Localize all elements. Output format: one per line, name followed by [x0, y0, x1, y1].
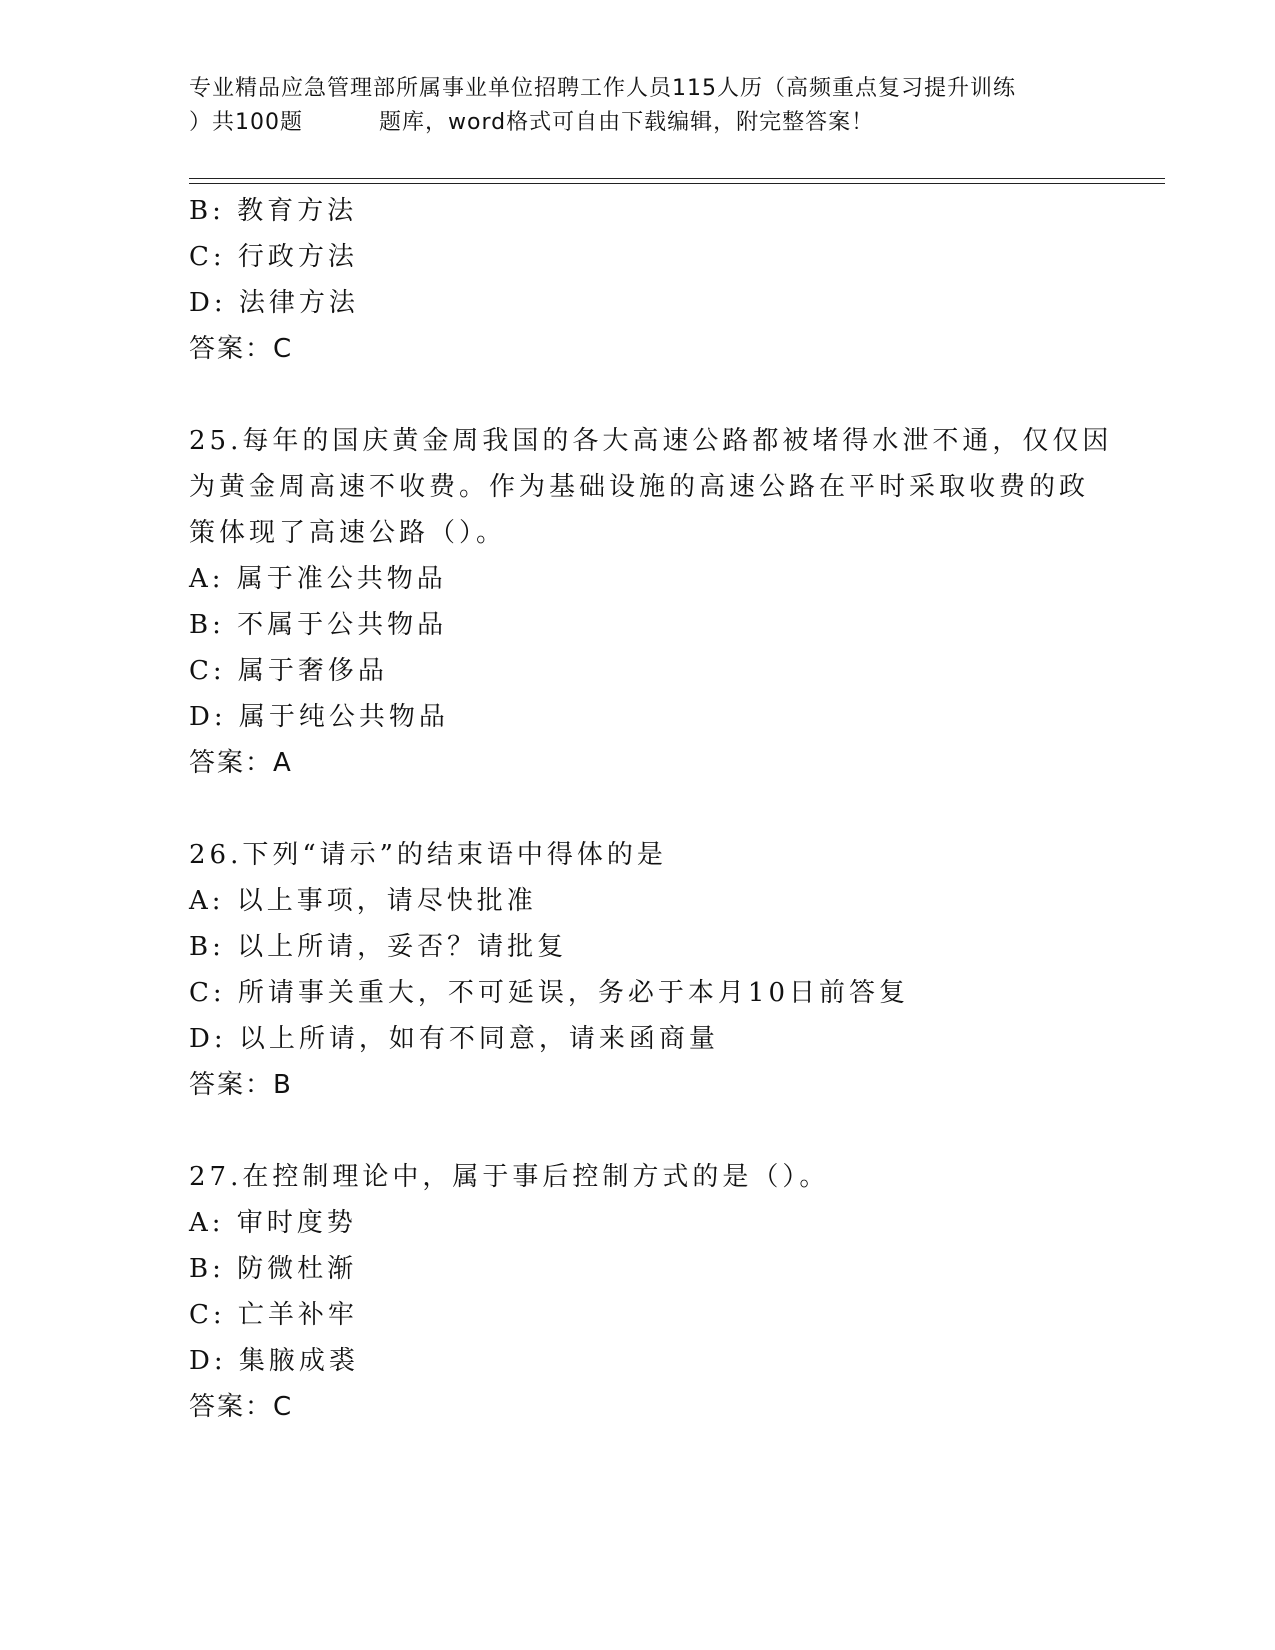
option-c: C: 属于奢侈品 — [189, 656, 388, 686]
option-d: D: 法律方法 — [189, 288, 359, 318]
option-b: B: 不属于公共物品 — [189, 610, 448, 640]
option-d: D: 集腋成裘 — [189, 1346, 359, 1376]
question-stem: 27.在控制理论中，属于事后控制方式的是（）。 — [189, 1162, 830, 1192]
answer-line: 答案：C — [189, 1392, 294, 1422]
question-list — [189, 188, 1149, 1430]
header-divider-top — [189, 178, 1165, 179]
option-a: A: 属于准公共物品 — [189, 564, 447, 594]
answer-line: 答案：A — [189, 748, 293, 778]
option-a: A: 以上事项，请尽快批准 — [189, 886, 537, 916]
question-stem: 为黄金周高速不收费。作为基础设施的高速公路在平时采取收费的政 — [189, 472, 1090, 502]
header-divider-bottom — [189, 183, 1165, 184]
question-stem: 策体现了高速公路（）。 — [189, 518, 507, 548]
page-header — [189, 72, 1089, 140]
option-d: D: 属于纯公共物品 — [189, 702, 449, 732]
option-a: A: 审时度势 — [189, 1208, 357, 1238]
option-b: B: 以上所请，妥否？请批复 — [189, 932, 568, 962]
question-24-tail — [189, 188, 1149, 372]
option-c: C: 所请事关重大，不可延误，务必于本月10日前答复 — [189, 978, 910, 1008]
option-c: C: 亡羊补牢 — [189, 1300, 358, 1330]
question-25 — [189, 418, 1149, 786]
answer-line: 答案：C — [189, 334, 294, 364]
question-26 — [189, 832, 1149, 1108]
option-b: B: 教育方法 — [189, 196, 358, 226]
question-stem: 26.下列“请示”的结束语中得体的是 — [189, 840, 667, 870]
question-stem: 25.每年的国庆黄金周我国的各大高速公路都被堵得水泄不通，仅仅因 — [189, 426, 1113, 456]
question-27 — [189, 1154, 1149, 1430]
option-c: C: 行政方法 — [189, 242, 358, 272]
header-title-line2-right: 题库，word格式可自由下载编辑，附完整答案！ — [379, 110, 875, 135]
header-title-line2 — [189, 106, 1089, 140]
header-title-line1: 专业精品应急管理部所属事业单位招聘工作人员115人历（高频重点复习提升训练 — [189, 76, 1016, 101]
answer-line: 答案：B — [189, 1070, 293, 1100]
header-title-line2-left: ）共100题 — [189, 110, 303, 135]
option-b: B: 防微杜渐 — [189, 1254, 358, 1284]
option-d: D: 以上所请，如有不同意，请来函商量 — [189, 1024, 719, 1054]
